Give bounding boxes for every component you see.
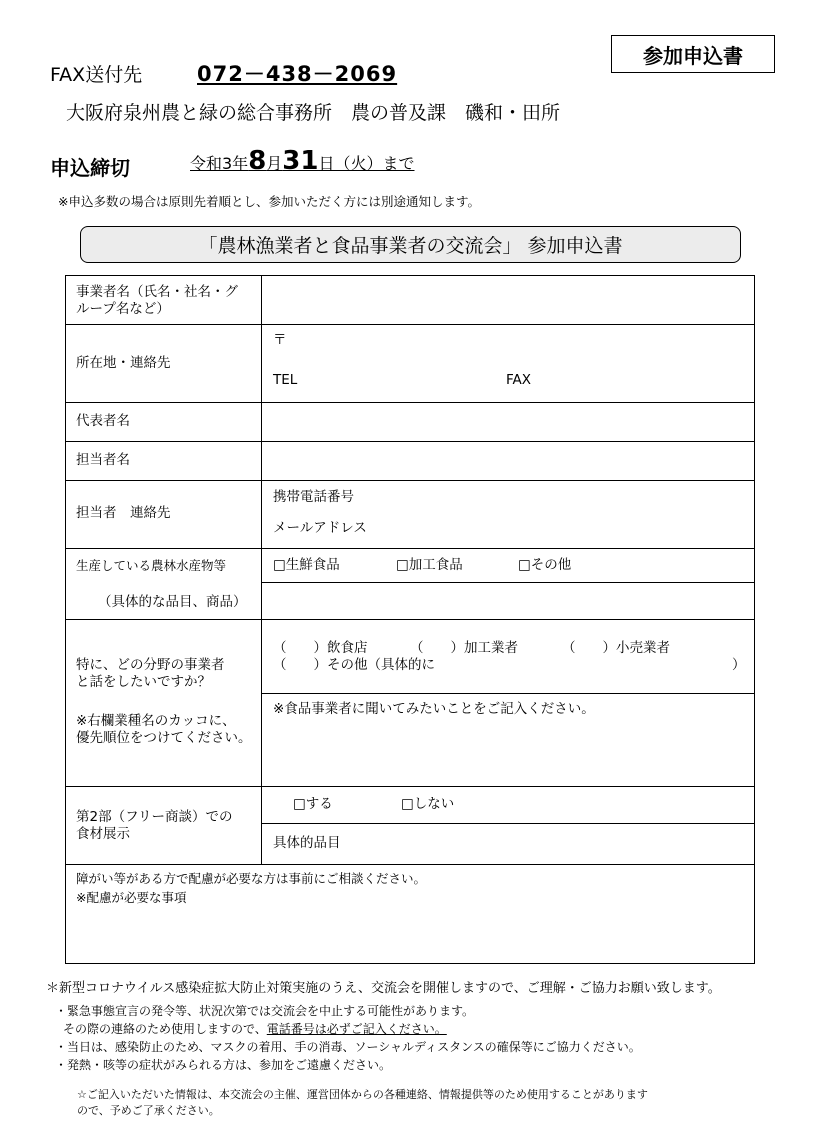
products-detail-field[interactable] [262, 583, 754, 618]
postal-mark: 〒 [273, 332, 287, 348]
products-sub-label: （具体的な品目、商品） [98, 594, 247, 610]
contact-person-label: 担当者名 [76, 452, 130, 468]
exhibit-label: 第2部（フリー商談）での 食材展示 [76, 809, 233, 842]
phone-required-note: その際の連絡のため使用しますので、電話番号は必ずご記入ください。 [63, 1022, 447, 1036]
first-come-note: ※申込多数の場合は原則先着順とし、参加いただく方には別途通知します。 [58, 194, 480, 209]
deadline-day: 31 [282, 146, 319, 176]
exhibit-items-label: 具体的品目 [273, 835, 341, 851]
product-option-fresh[interactable]: □生鮮食品 [273, 557, 340, 573]
fax-field-label: FAX [506, 372, 532, 388]
question-field[interactable] [262, 716, 754, 785]
priority-note: ※右欄業種名のカッコに、 優先順位をつけてください。 [76, 713, 252, 746]
product-option-other[interactable]: □その他 [518, 557, 572, 573]
deadline-month-unit: 月 [266, 154, 283, 173]
exhibit-no-option[interactable]: □しない [401, 796, 455, 812]
partner-option-processor[interactable]: （ ）加工業者 [410, 640, 518, 656]
address-field[interactable] [262, 325, 754, 401]
mobile-label: 携帯電話番号 [273, 489, 354, 505]
exhibit-items-field[interactable] [356, 825, 754, 863]
symptom-note: ・発熱・咳等の症状がみられる方は、参加をご遠慮ください。 [55, 1058, 392, 1072]
representative-label: 代表者名 [76, 413, 130, 429]
fax-number: 072－438－2069 [197, 62, 398, 86]
deadline-suffix: 日（火）まで [318, 154, 415, 173]
fax-label: FAX送付先 [50, 64, 143, 86]
business-name-field[interactable] [262, 277, 754, 323]
partner-question-label: 特に、どの分野の事業者 と話をしたいですか？ [76, 657, 225, 690]
deadline-month: 8 [248, 146, 267, 176]
emergency-note: ・緊急事態宣言の発令等、状況次第では交流会を中止する可能性があります。 [55, 1004, 475, 1018]
accessibility-item-label: ※配慮が必要な事項 [76, 890, 187, 905]
covid-note: ＊新型コロナウイルス感染症拡大防止対策実施のうえ、交流会を開催しますので、ご理解・ご協力お願い致します。 [46, 981, 721, 996]
deadline-prefix: 令和3年 [190, 154, 249, 173]
accessibility-note: 障がい等がある方で配慮が必要な方は事前にご相談ください。 [76, 871, 427, 886]
partner-option-other[interactable]: （ ）その他（具体的に [273, 657, 435, 673]
deadline-label: 申込締切 [50, 156, 130, 180]
question-note: ※食品事業者に聞いてみたいことをご記入ください。 [273, 701, 595, 717]
form-badge: 参加申込書 [611, 35, 775, 73]
product-option-processed[interactable]: □加工食品 [396, 557, 463, 573]
contact-info-label: 担当者 連絡先 [76, 505, 171, 521]
products-label: 生産している農林水産物等 [76, 558, 227, 573]
deadline-date [190, 146, 415, 176]
infection-prevention-note: ・当日は、感染防止のため、マスクの着用、手の消毒、ソーシャルディスタンスの確保等にご協力ください。 [55, 1040, 641, 1054]
privacy-note-line2: ので、予めご了承ください。 [77, 1104, 220, 1117]
email-label: メールアドレス [273, 520, 367, 536]
accessibility-field[interactable] [76, 908, 752, 962]
application-form-table [65, 275, 755, 964]
office-name: 大阪府泉州農と緑の総合事務所 農の普及課 磯和・田所 [66, 102, 561, 124]
business-name-label: 事業者名（氏名・社名・グ ループ名など） [76, 284, 238, 317]
form-title: 「農林漁業者と食品事業者の交流会」 参加申込書 [80, 226, 741, 263]
tel-label: TEL [273, 372, 298, 388]
partner-other-close: ） [732, 657, 746, 673]
representative-field[interactable] [262, 403, 754, 440]
partner-option-restaurant[interactable]: （ ）飲食店 [273, 640, 368, 656]
partner-option-retailer[interactable]: （ ）小売業者 [562, 640, 670, 656]
exhibit-yes-option[interactable]: □する [293, 796, 333, 812]
address-label: 所在地・連絡先 [76, 355, 171, 371]
privacy-note-line1: ☆ご記入いただいた情報は、本交流会の主催、運営団体からの各種連絡、情報提供等のため使用することがあります [77, 1088, 648, 1101]
contact-info-field[interactable] [262, 481, 754, 547]
contact-person-field[interactable] [262, 442, 754, 479]
